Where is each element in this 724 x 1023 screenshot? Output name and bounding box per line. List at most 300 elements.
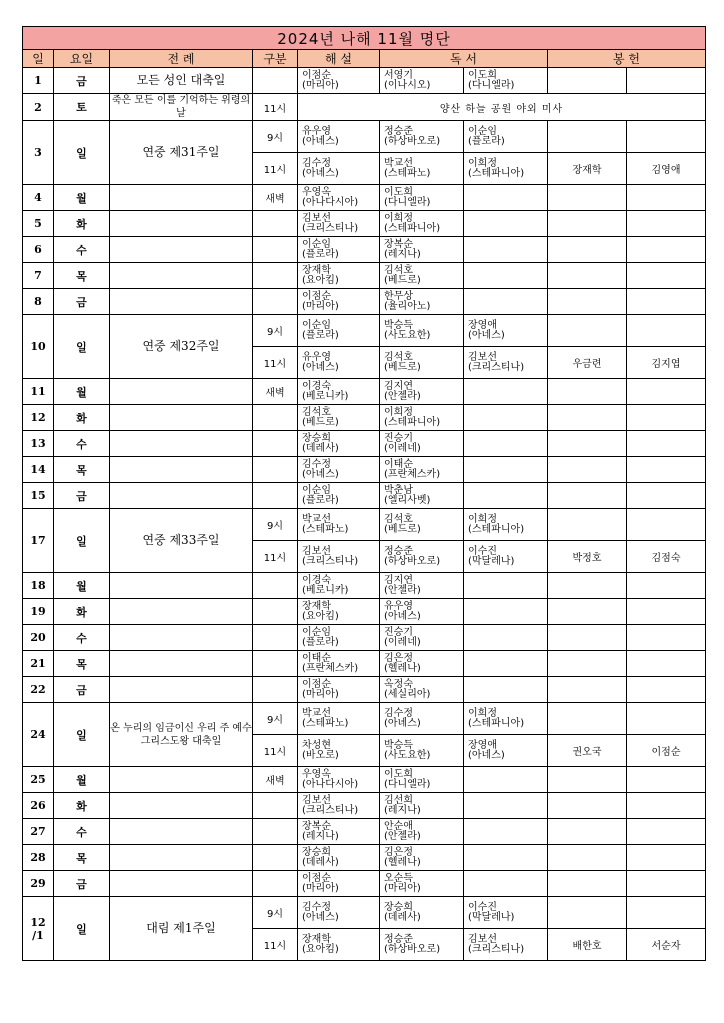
baptismal-name: (스테파노) [302, 523, 349, 535]
baptismal-name: (아나다시아) [302, 778, 359, 790]
reading2-cell [464, 541, 548, 573]
page-title: 2024년 나해 11월 명단 [23, 27, 706, 50]
offering1-cell [548, 845, 627, 871]
mass-time-cell [253, 237, 298, 263]
reading1-cell [380, 237, 464, 263]
day-cell: 12 /1 [23, 897, 54, 961]
table-row [23, 845, 706, 871]
reading1-cell [380, 541, 464, 573]
weekday-cell: 수 [54, 431, 110, 457]
person-name: 진승기 [384, 432, 413, 444]
mass-time-cell: 9시 [253, 703, 298, 735]
baptismal-name: (아나다시아) [302, 196, 359, 208]
person-name: 박승득 [384, 319, 413, 331]
day-cell: 15 [23, 483, 54, 509]
person-name: 박춘남 [384, 484, 413, 496]
day-cell: 18 [23, 573, 54, 599]
liturgy-cell [110, 211, 253, 237]
liturgy-cell [110, 819, 253, 845]
person-name: 장재학 [302, 933, 331, 945]
weekday-cell: 금 [54, 871, 110, 897]
commentary-cell [298, 625, 380, 651]
day-cell: 17 [23, 509, 54, 573]
person-name: 김석호 [302, 406, 331, 418]
person-name: 옥정숙 [384, 678, 413, 690]
table-row [23, 677, 706, 703]
offering2-cell [627, 573, 706, 599]
baptismal-name: (베드로) [384, 523, 421, 535]
mass-time-cell [253, 625, 298, 651]
offering1-cell [548, 431, 627, 457]
reading2-cell [464, 121, 548, 153]
commentary-cell [298, 237, 380, 263]
offering2-cell [627, 897, 706, 929]
day-cell: 27 [23, 819, 54, 845]
person-name: 장복순 [302, 820, 331, 832]
commentary-cell [298, 263, 380, 289]
day-cell: 10 [23, 315, 54, 379]
table-row [23, 871, 706, 897]
person-name: 차성현 [302, 739, 331, 751]
baptismal-name: (다니엘라) [384, 196, 431, 208]
offering1-cell: 장재학 [548, 153, 627, 185]
person-name: 유우영 [384, 600, 413, 612]
mass-time-cell: 새벽 [253, 767, 298, 793]
table-row [23, 237, 706, 263]
reading2-cell [464, 677, 548, 703]
baptismal-name: (플로라) [302, 248, 339, 260]
person-name: 장영애 [468, 739, 497, 751]
table-row [23, 211, 706, 237]
offering1-cell [548, 871, 627, 897]
person-name: 정승준 [384, 933, 413, 945]
reading1-cell [380, 153, 464, 185]
weekday-cell: 목 [54, 845, 110, 871]
weekday-cell: 목 [54, 457, 110, 483]
day-cell: 2 [23, 94, 54, 121]
person-name: 김석호 [384, 513, 413, 525]
baptismal-name: (이레네) [384, 636, 421, 648]
reading1-cell [380, 845, 464, 871]
person-name: 김선희 [384, 794, 413, 806]
weekday-cell: 일 [54, 703, 110, 767]
mass-time-cell: 9시 [253, 121, 298, 153]
liturgy-cell [110, 405, 253, 431]
person-name: 김보선 [468, 933, 497, 945]
weekday-cell: 금 [54, 483, 110, 509]
person-name: 김보선 [468, 351, 497, 363]
table-row [23, 703, 706, 735]
baptismal-name: (레지나) [302, 830, 339, 842]
offering2-cell [627, 871, 706, 897]
person-name: 김수정 [384, 707, 413, 719]
person-name: 서영기 [384, 69, 413, 81]
reading2-cell [464, 625, 548, 651]
baptismal-name: (스테파노) [384, 167, 431, 179]
weekday-cell: 목 [54, 263, 110, 289]
offering1-cell [548, 793, 627, 819]
baptismal-name: (크리스티나) [302, 804, 359, 816]
offering1-cell [548, 509, 627, 541]
reading2-cell [464, 735, 548, 767]
baptismal-name: (이레네) [384, 442, 421, 454]
baptismal-name: (크리스티나) [302, 555, 359, 567]
day-cell: 12 [23, 405, 54, 431]
day-cell: 21 [23, 651, 54, 677]
reading2-cell [464, 871, 548, 897]
liturgy-cell [110, 379, 253, 405]
offering2-cell [627, 677, 706, 703]
day-cell: 1 [23, 68, 54, 94]
offering2-cell: 이점순 [627, 735, 706, 767]
offering1-cell: 권오국 [548, 735, 627, 767]
baptismal-name: (마리아) [302, 79, 339, 91]
baptismal-name: (플로라) [302, 636, 339, 648]
reading1-cell [380, 573, 464, 599]
reading2-cell [464, 315, 548, 347]
liturgy-cell [110, 793, 253, 819]
person-name: 이희정 [384, 212, 413, 224]
offering2-cell: 김영애 [627, 153, 706, 185]
person-name: 정승준 [384, 125, 413, 137]
commentary-cell [298, 929, 380, 961]
offering2-cell [627, 625, 706, 651]
baptismal-name: (안젤라) [384, 830, 421, 842]
offering2-cell [627, 379, 706, 405]
commentary-cell [298, 767, 380, 793]
table-row [23, 767, 706, 793]
commentary-cell [298, 651, 380, 677]
person-name: 김은정 [384, 652, 413, 664]
commentary-cell [298, 793, 380, 819]
person-name: 김석호 [384, 351, 413, 363]
commentary-cell [298, 845, 380, 871]
commentary-cell [298, 599, 380, 625]
weekday-cell: 화 [54, 793, 110, 819]
baptismal-name: (크리스티나) [302, 222, 359, 234]
baptismal-name: (요아킴) [302, 943, 339, 955]
mass-time-cell [253, 405, 298, 431]
person-name: 이점순 [302, 290, 331, 302]
mass-time-cell [253, 651, 298, 677]
baptismal-name: (크리스티나) [468, 943, 525, 955]
person-name: 김수정 [302, 901, 331, 913]
person-name: 이경숙 [302, 574, 331, 586]
baptismal-name: (데레사) [302, 442, 339, 454]
offering1-cell [548, 677, 627, 703]
day-cell: 28 [23, 845, 54, 871]
commentary-cell [298, 897, 380, 929]
baptismal-name: (스테파니아) [468, 523, 525, 535]
reading2-cell [464, 457, 548, 483]
baptismal-name: (하상바오로) [384, 555, 441, 567]
offering2-cell [627, 793, 706, 819]
person-name: 이희정 [384, 406, 413, 418]
commentary-cell [298, 735, 380, 767]
person-name: 유우영 [302, 351, 331, 363]
mass-time-cell: 11시 [253, 541, 298, 573]
offering1-cell [548, 573, 627, 599]
mass-time-cell: 11시 [253, 94, 298, 121]
mass-time-cell [253, 793, 298, 819]
person-name: 김보선 [302, 794, 331, 806]
offering1-cell [548, 599, 627, 625]
liturgy-cell [110, 263, 253, 289]
weekday-cell: 금 [54, 68, 110, 94]
offering2-cell: 서순자 [627, 929, 706, 961]
offering1-cell [548, 68, 627, 94]
person-name: 이점순 [302, 872, 331, 884]
offering2-cell: 김지엽 [627, 347, 706, 379]
baptismal-name: (하상바오로) [384, 943, 441, 955]
person-name: 안순애 [384, 820, 413, 832]
offering2-cell [627, 599, 706, 625]
offering1-cell: 배한호 [548, 929, 627, 961]
offering2-cell [627, 509, 706, 541]
baptismal-name: (레지나) [384, 248, 421, 260]
baptismal-name: (헬레나) [384, 856, 421, 868]
table-row [23, 793, 706, 819]
offering2-cell [627, 431, 706, 457]
weekday-cell: 목 [54, 651, 110, 677]
baptismal-name: (베드로) [384, 361, 421, 373]
commentary-cell [298, 153, 380, 185]
baptismal-name: (세실리아) [384, 688, 431, 700]
table-row [23, 405, 706, 431]
mass-time-cell: 11시 [253, 347, 298, 379]
baptismal-name: (아녜스) [302, 135, 339, 147]
person-name: 이도희 [468, 69, 497, 81]
table-row [23, 263, 706, 289]
baptismal-name: (아녜스) [302, 167, 339, 179]
mass-time-cell: 9시 [253, 509, 298, 541]
reading1-cell [380, 625, 464, 651]
day-cell: 26 [23, 793, 54, 819]
baptismal-name: (베드로) [302, 416, 339, 428]
table-row [23, 379, 706, 405]
liturgy-cell [110, 845, 253, 871]
weekday-cell: 수 [54, 819, 110, 845]
table-row [23, 315, 706, 347]
reading1-cell [380, 121, 464, 153]
person-name: 진승기 [384, 626, 413, 638]
mass-time-cell [253, 431, 298, 457]
offering2-cell [627, 121, 706, 153]
person-name: 이점순 [302, 678, 331, 690]
baptismal-name: (아네스) [468, 749, 505, 761]
day-cell: 25 [23, 767, 54, 793]
baptismal-name: (크리스티나) [468, 361, 525, 373]
person-name: 이경숙 [302, 380, 331, 392]
reading2-cell [464, 405, 548, 431]
commentary-cell [298, 509, 380, 541]
table-row [23, 573, 706, 599]
offering1-cell [548, 379, 627, 405]
reading1-cell [380, 897, 464, 929]
baptismal-name: (아녜스) [384, 610, 421, 622]
reading1-cell [380, 871, 464, 897]
baptismal-name: (스테파노) [302, 717, 349, 729]
offering2-cell [627, 211, 706, 237]
commentary-cell [298, 379, 380, 405]
table-row [23, 121, 706, 153]
header-gubun: 구분 [253, 50, 298, 68]
baptismal-name: (아녜스) [302, 911, 339, 923]
table-row [23, 68, 706, 94]
offering2-cell [627, 767, 706, 793]
reading1-cell [380, 677, 464, 703]
offering1-cell [548, 263, 627, 289]
reading1-cell [380, 347, 464, 379]
baptismal-name: (사도요한) [384, 749, 431, 761]
person-name: 이점순 [302, 69, 331, 81]
liturgy-cell: 모든 성인 대축일 [110, 68, 253, 94]
schedule-sheet [22, 26, 705, 961]
person-name: 장승희 [302, 846, 331, 858]
table-row [23, 625, 706, 651]
mass-time-cell: 11시 [253, 153, 298, 185]
mass-time-cell [253, 263, 298, 289]
offering2-cell: 김점숙 [627, 541, 706, 573]
baptismal-name: (막달레나) [468, 911, 515, 923]
reading1-cell [380, 68, 464, 94]
mass-time-cell [253, 211, 298, 237]
header-offering: 봉 헌 [548, 50, 706, 68]
baptismal-name: (바오로) [302, 749, 339, 761]
person-name: 박교선 [302, 513, 331, 525]
offering2-cell [627, 845, 706, 871]
offering1-cell [548, 819, 627, 845]
person-name: 이순임 [302, 484, 331, 496]
reading2-cell [464, 793, 548, 819]
mass-time-cell [253, 457, 298, 483]
liturgy-cell [110, 483, 253, 509]
offering1-cell: 우금련 [548, 347, 627, 379]
table-row [23, 509, 706, 541]
reading1-cell [380, 431, 464, 457]
mass-time-cell [253, 677, 298, 703]
offering1-cell [548, 405, 627, 431]
liturgy-cell [110, 651, 253, 677]
day-cell: 8 [23, 289, 54, 315]
liturgy-cell [110, 677, 253, 703]
day-cell: 3 [23, 121, 54, 185]
table-row [23, 897, 706, 929]
mass-time-cell [253, 599, 298, 625]
reading1-cell [380, 483, 464, 509]
table-row [23, 651, 706, 677]
baptismal-name: (아녜스) [384, 717, 421, 729]
reading1-cell [380, 929, 464, 961]
offering2-cell [627, 483, 706, 509]
offering2-cell [627, 68, 706, 94]
liturgy-cell [110, 289, 253, 315]
person-name: 이희정 [468, 513, 497, 525]
day-cell: 11 [23, 379, 54, 405]
day-cell: 20 [23, 625, 54, 651]
baptismal-name: (플로라) [302, 329, 339, 341]
reading1-cell [380, 405, 464, 431]
person-name: 장재학 [302, 264, 331, 276]
weekday-cell: 일 [54, 315, 110, 379]
mass-time-cell [253, 68, 298, 94]
person-name: 이희정 [468, 707, 497, 719]
weekday-cell: 월 [54, 573, 110, 599]
commentary-cell [298, 431, 380, 457]
weekday-cell: 일 [54, 509, 110, 573]
table-row [23, 94, 706, 121]
weekday-cell: 일 [54, 897, 110, 961]
offering1-cell: 박정호 [548, 541, 627, 573]
commentary-cell [298, 703, 380, 735]
liturgy-cell [110, 767, 253, 793]
reading2-cell [464, 599, 548, 625]
day-cell: 13 [23, 431, 54, 457]
liturgy-cell: 온 누리의 임금이신 우리 주 예수 그리스도왕 대축일 [110, 703, 253, 767]
liturgy-cell [110, 237, 253, 263]
person-name: 이순임 [302, 319, 331, 331]
baptismal-name: (엘리사벳) [384, 494, 431, 506]
person-name: 김수정 [302, 157, 331, 169]
person-name: 장복순 [384, 238, 413, 250]
baptismal-name: (마리아) [384, 882, 421, 894]
reading2-cell [464, 651, 548, 677]
person-name: 장재학 [302, 600, 331, 612]
commentary-cell [298, 871, 380, 897]
baptismal-name: (데레사) [384, 911, 421, 923]
baptismal-name: (율리아노) [384, 300, 431, 312]
reading2-cell [464, 509, 548, 541]
reading2-cell [464, 767, 548, 793]
commentary-cell [298, 211, 380, 237]
mass-time-cell: 9시 [253, 897, 298, 929]
person-name: 장승희 [302, 432, 331, 444]
liturgy-cell: 연중 제33주일 [110, 509, 253, 573]
weekday-cell: 금 [54, 289, 110, 315]
liturgy-cell: 연중 제31주일 [110, 121, 253, 185]
offering2-cell [627, 819, 706, 845]
offering2-cell [627, 289, 706, 315]
mass-time-cell [253, 819, 298, 845]
baptismal-name: (스테파니아) [384, 416, 441, 428]
table-row [23, 289, 706, 315]
person-name: 우영옥 [302, 768, 331, 780]
table-row [23, 185, 706, 211]
reading1-cell [380, 289, 464, 315]
commentary-cell [298, 819, 380, 845]
offering1-cell [548, 289, 627, 315]
person-name: 한무상 [384, 290, 413, 302]
liturgy-cell: 연중 제32주일 [110, 315, 253, 379]
weekday-cell: 화 [54, 599, 110, 625]
weekday-cell: 금 [54, 677, 110, 703]
reading2-cell [464, 483, 548, 509]
reading2-cell [464, 289, 548, 315]
offering2-cell [627, 703, 706, 735]
offering1-cell [548, 703, 627, 735]
header-liturgy: 전 례 [110, 50, 253, 68]
reading1-cell [380, 767, 464, 793]
reading2-cell [464, 703, 548, 735]
weekday-cell: 월 [54, 767, 110, 793]
person-name: 이도희 [384, 186, 413, 198]
person-name: 김은정 [384, 846, 413, 858]
baptismal-name: (아네스) [468, 329, 505, 341]
person-name: 김지연 [384, 574, 413, 586]
mass-time-cell [253, 845, 298, 871]
person-name: 김보선 [302, 212, 331, 224]
commentary-cell [298, 185, 380, 211]
